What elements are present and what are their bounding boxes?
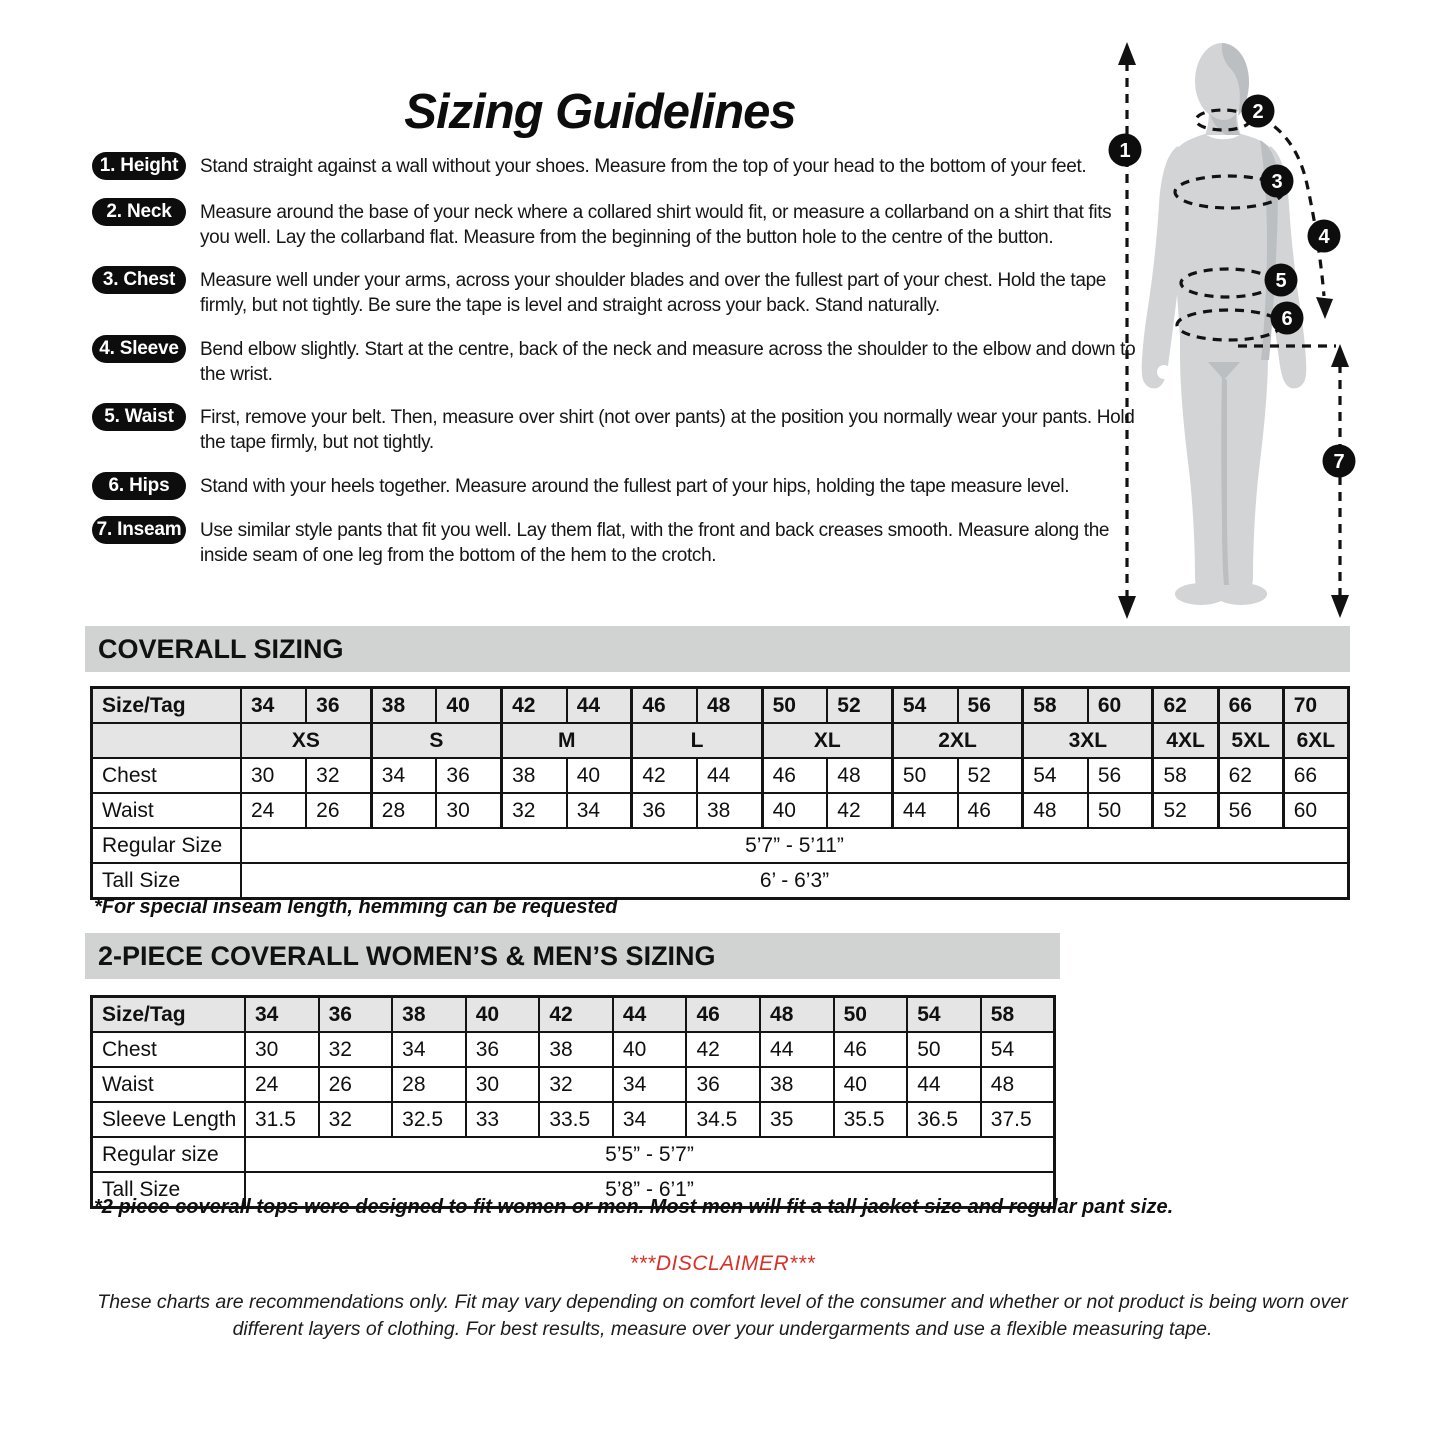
cell: Waist xyxy=(92,793,242,828)
cell: 6’ - 6’3” xyxy=(241,863,1349,899)
instruction-item xyxy=(92,198,1145,250)
svg-text:6: 6 xyxy=(1281,308,1293,330)
header-cell: 54 xyxy=(907,997,981,1033)
cell: 31.5 xyxy=(245,1102,319,1137)
svg-text:7: 7 xyxy=(1333,451,1345,473)
cell: 42 xyxy=(632,758,697,793)
instruction-badge: 4. Sleeve xyxy=(92,335,186,363)
page-title: Sizing Guidelines xyxy=(404,85,796,139)
cell: 24 xyxy=(241,793,306,828)
instruction-text: Stand straight against a wall without your shoes. Measure from the top of your head to the bottom of your feet. xyxy=(200,156,1087,177)
cell: 38 xyxy=(697,793,762,828)
header-cell: 40 xyxy=(436,688,501,724)
svg-text:2: 2 xyxy=(1252,101,1264,123)
cell: 34 xyxy=(613,1102,687,1137)
cell: 5’8” - 6’1” xyxy=(245,1172,1055,1208)
header-cell: 46 xyxy=(632,688,697,724)
cell: 56 xyxy=(1218,793,1283,828)
cell: 38 xyxy=(502,758,567,793)
table-row xyxy=(92,688,1349,724)
header-cell: 56 xyxy=(958,688,1023,724)
cell: 42 xyxy=(686,1032,760,1067)
disclaimer-title: ***DISCLAIMER*** xyxy=(629,1252,816,1275)
two-piece-footnote: *2 piece coverall tops were designed to fit women or men. Most men will fit a tall jacket size and regular pant size. xyxy=(94,1196,1174,1218)
instruction-text: Measure around the base of your neck where a collared shirt would fit, or measure a collarband on a shirt that fits you well. Lay the collarband flat. Measure from the beginning of the button hole to the centre of the button. xyxy=(200,202,1112,248)
marker-7-badge xyxy=(1323,445,1356,478)
cell: 60 xyxy=(1283,793,1348,828)
marker-4-badge xyxy=(1308,220,1341,253)
instruction-text: Stand with your heels together. Measure around the fullest part of your hips, holding the tape measure level. xyxy=(200,476,1070,497)
cell: 34 xyxy=(371,758,436,793)
cell: Tall Size xyxy=(92,863,242,899)
cell: 33 xyxy=(466,1102,540,1137)
header-cell: 36 xyxy=(306,688,371,724)
cell: 32.5 xyxy=(392,1102,466,1137)
cell: 66 xyxy=(1283,758,1348,793)
header-cell: 50 xyxy=(762,688,827,724)
cell: 34.5 xyxy=(686,1102,760,1137)
cell: 28 xyxy=(392,1067,466,1102)
cell: 30 xyxy=(241,758,306,793)
coverall-table xyxy=(90,686,1350,900)
header-cell: S xyxy=(371,723,501,758)
header-cell: 48 xyxy=(697,688,762,724)
cell: 26 xyxy=(306,793,371,828)
table-row xyxy=(92,1102,1055,1137)
header-cell: 62 xyxy=(1153,688,1218,724)
header-cell: 2XL xyxy=(892,723,1022,758)
cell: 24 xyxy=(245,1067,319,1102)
cell: 32 xyxy=(319,1032,393,1067)
cell: 44 xyxy=(760,1032,834,1067)
cell: Chest xyxy=(92,1032,246,1067)
header-cell: 5XL xyxy=(1218,723,1283,758)
cell: 52 xyxy=(958,758,1023,793)
cell: 26 xyxy=(319,1067,393,1102)
header-cell: 38 xyxy=(371,688,436,724)
cell: 36 xyxy=(686,1067,760,1102)
cell: 35.5 xyxy=(834,1102,908,1137)
cell: 36 xyxy=(632,793,697,828)
header-cell: 66 xyxy=(1218,688,1283,724)
cell: Regular size xyxy=(92,1137,246,1172)
cell: 5’5” - 5’7” xyxy=(245,1137,1055,1172)
header-cell: XS xyxy=(241,723,371,758)
cell: 58 xyxy=(1153,758,1218,793)
cell: 30 xyxy=(466,1067,540,1102)
cell: 38 xyxy=(760,1067,834,1102)
header-cell: 52 xyxy=(827,688,892,724)
table-row xyxy=(92,1137,1055,1172)
header-cell: 36 xyxy=(319,997,393,1033)
cell: 54 xyxy=(981,1032,1055,1067)
svg-text:3: 3 xyxy=(1271,171,1283,193)
cell: 30 xyxy=(245,1032,319,1067)
instruction-item xyxy=(92,516,1145,568)
instruction-text: Measure well under your arms, across your shoulder blades and over the fullest part of your chest. Hold the tape firmly, but not tightly. Be sure the tape is level and straight across your back. Stand naturally. xyxy=(200,270,1107,316)
cell: 56 xyxy=(1088,758,1153,793)
mannequin-diagram-icon xyxy=(1100,28,1445,626)
coverall-sizing-banner: COVERALL SIZING xyxy=(85,626,1350,672)
marker-1-badge xyxy=(1109,134,1142,167)
cell: 46 xyxy=(762,758,827,793)
cell: 32 xyxy=(306,758,371,793)
table-row xyxy=(92,1032,1055,1067)
header-cell: 58 xyxy=(981,997,1055,1033)
header-cell: Size/Tag xyxy=(92,688,242,724)
two-piece-sizing-banner: 2-PIECE COVERALL WOMEN’S & MEN’S SIZING xyxy=(85,933,1060,979)
cell: 38 xyxy=(539,1032,613,1067)
cell: 54 xyxy=(1023,758,1088,793)
cell: 36.5 xyxy=(907,1102,981,1137)
table-row xyxy=(92,758,1349,793)
header-cell: 6XL xyxy=(1283,723,1348,758)
cell: 40 xyxy=(762,793,827,828)
instruction-badge: 2. Neck xyxy=(92,198,186,226)
cell: 40 xyxy=(567,758,632,793)
cell: 35 xyxy=(760,1102,834,1137)
instruction-badge: 6. Hips xyxy=(92,472,186,500)
instruction-item xyxy=(92,472,1145,500)
instruction-badge: 1. Height xyxy=(92,152,186,180)
disclaimer-body: These charts are recommendations only. Fit may vary depending on comfort level of the consumer and whether or not product is being worn over different layers of clothing. For best results, measure over your undergarments and use a flexible measuring tape. xyxy=(97,1291,1348,1340)
header-cell: L xyxy=(632,723,762,758)
cell: 46 xyxy=(834,1032,908,1067)
table-row xyxy=(92,997,1055,1033)
cell: 32 xyxy=(502,793,567,828)
svg-text:5: 5 xyxy=(1275,270,1287,292)
cell: 34 xyxy=(613,1067,687,1102)
cell: 32 xyxy=(539,1067,613,1102)
cell: Regular Size xyxy=(92,828,242,863)
header-cell: 44 xyxy=(567,688,632,724)
cell: Tall Size xyxy=(92,1172,246,1208)
svg-text:4: 4 xyxy=(1318,226,1330,248)
cell: 34 xyxy=(392,1032,466,1067)
header-cell: 42 xyxy=(539,997,613,1033)
table-row xyxy=(92,793,1349,828)
instruction-text: Bend elbow slightly. Start at the centre, back of the neck and measure across the shoulder to the elbow and down to the wrist. xyxy=(200,339,1136,385)
cell: 36 xyxy=(436,758,501,793)
cell: 48 xyxy=(981,1067,1055,1102)
header-cell: 42 xyxy=(502,688,567,724)
header-cell: 54 xyxy=(892,688,957,724)
cell: 52 xyxy=(1153,793,1218,828)
cell: 44 xyxy=(892,793,957,828)
svg-text:1: 1 xyxy=(1119,140,1131,162)
header-cell: 50 xyxy=(834,997,908,1033)
table-row xyxy=(92,723,1349,758)
header-cell: 34 xyxy=(245,997,319,1033)
cell: 44 xyxy=(697,758,762,793)
header-cell: 70 xyxy=(1283,688,1348,724)
marker-5-badge xyxy=(1265,264,1298,297)
cell: 50 xyxy=(907,1032,981,1067)
instruction-item xyxy=(92,335,1145,387)
cell: 36 xyxy=(466,1032,540,1067)
header-cell: 34 xyxy=(241,688,306,724)
table-row xyxy=(92,828,1349,863)
cell: 37.5 xyxy=(981,1102,1055,1137)
header-cell: 40 xyxy=(466,997,540,1033)
cell: Chest xyxy=(92,758,242,793)
marker-6-badge xyxy=(1271,302,1304,335)
header-cell: XL xyxy=(762,723,892,758)
cell: 62 xyxy=(1218,758,1283,793)
header-cell: 48 xyxy=(760,997,834,1033)
header-cell: 38 xyxy=(392,997,466,1033)
cell: 33.5 xyxy=(539,1102,613,1137)
header-cell: Size/Tag xyxy=(92,997,246,1033)
instruction-item xyxy=(92,403,1145,455)
instruction-item xyxy=(92,152,1145,180)
header-cell: M xyxy=(502,723,632,758)
table-row xyxy=(92,1067,1055,1102)
cell: Sleeve Length xyxy=(92,1102,246,1137)
cell: 50 xyxy=(892,758,957,793)
instruction-badge: 5. Waist xyxy=(92,403,186,431)
cell: 48 xyxy=(827,758,892,793)
cell: 42 xyxy=(827,793,892,828)
cell: 30 xyxy=(436,793,501,828)
two-piece-table xyxy=(90,995,1056,1209)
instruction-text: Use similar style pants that fit you well. Lay them flat, with the front and back creases smooth. Measure along the inside seam of one leg from the bottom of the hem to the crotch. xyxy=(200,520,1110,566)
header-cell: 46 xyxy=(686,997,760,1033)
cell: 5’7” - 5’11” xyxy=(241,828,1349,863)
cell: 48 xyxy=(1023,793,1088,828)
marker-2-badge xyxy=(1242,95,1275,128)
cell xyxy=(92,723,242,758)
marker-3-badge xyxy=(1261,165,1294,198)
cell: 34 xyxy=(567,793,632,828)
cell: 32 xyxy=(319,1102,393,1137)
cell: Waist xyxy=(92,1067,246,1102)
header-cell: 4XL xyxy=(1153,723,1218,758)
coverall-footnote: *For special inseam length, hemming can be requested xyxy=(94,896,618,918)
instruction-badge: 7. Inseam xyxy=(92,516,186,544)
cell: 40 xyxy=(613,1032,687,1067)
instruction-item xyxy=(92,266,1145,318)
header-cell: 60 xyxy=(1088,688,1153,724)
measurement-figure xyxy=(1100,28,1445,626)
cell: 46 xyxy=(958,793,1023,828)
cell: 44 xyxy=(907,1067,981,1102)
cell: 28 xyxy=(371,793,436,828)
table-row xyxy=(92,863,1349,899)
instruction-badge: 3. Chest xyxy=(92,266,186,294)
header-cell: 44 xyxy=(613,997,687,1033)
header-cell: 3XL xyxy=(1023,723,1153,758)
cell: 50 xyxy=(1088,793,1153,828)
cell: 40 xyxy=(834,1067,908,1102)
header-cell: 58 xyxy=(1023,688,1088,724)
instruction-text: First, remove your belt. Then, measure over shirt (not over pants) at the position you normally wear your pants. Hold the tape firmly, but not tightly. xyxy=(200,407,1135,453)
